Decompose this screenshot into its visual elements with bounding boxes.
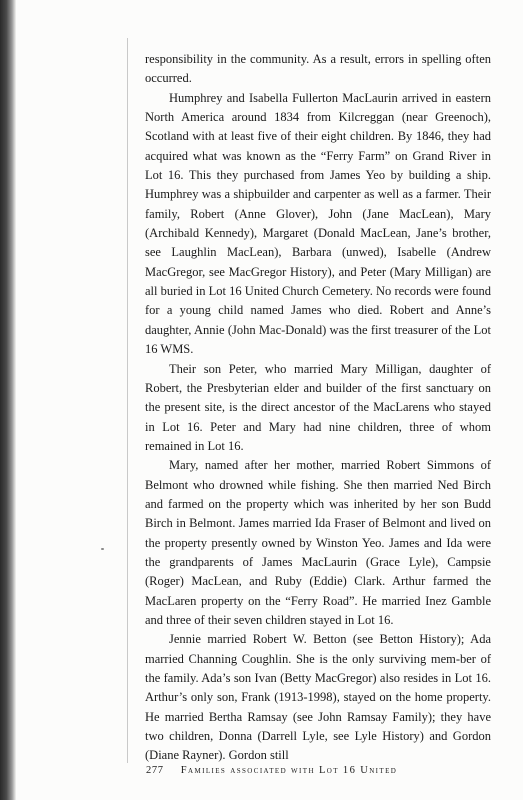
paragraph-peter: Their son Peter, who married Mary Milligan, daughter of Robert, the Presbyterian elder and builder of the first sanctuary on the present site, is the direct ancestor of the MacLarens who stayed in Lot 16. Peter and Mary had nine children, three of whom remained in Lot 16. — [145, 361, 491, 453]
page-footer — [146, 765, 397, 776]
scan-speck — [101, 548, 104, 550]
paragraph-continued: responsibility in the community. As a result, errors in spelling often occurred. — [145, 52, 491, 86]
body-text — [145, 50, 491, 766]
paragraph-mary: Mary, named after her mother, married Robert Simmons of Belmont who drowned while fishing. She then married Ned Birch and farmed on the property which was inherited by her son Budd Birch in Belmont. James married Ida Fraser of Belmont and lived on the property presently owned by Winston Yeo. James and Ida were the grandparents of James MacLaurin (Grace Lyle), Campsie (Roger) MacLean, and Ruby (Eddie) Clark. Arthur farmed the MacLaren property on the “Ferry Road”. He married Inez Gamble and three of their seven children stayed in Lot 16. — [145, 458, 491, 627]
paragraph-humphrey-isabella: Humphrey and Isabella Fullerton MacLaurin arrived in eastern North America around 1834 from Kilcreggan (near Greenoch), Scotland with at least five of their eight children. By 1846, they had acquired what was known as the “Ferry Farm” on Grand River in Lot 16. This they purchased from James Yeo by building a ship. Humphrey was a shipbuilder and carpenter as well as a farmer. Their family, Robert (Anne Glover), John (Jane MacLean), Mary (Archibald Kennedy), Margaret (Donald MacLean, Jane’s brother, see Laughlin MacLean), Barbara (unwed), Isabelle (Andrew MacGregor, see MacGregor History), and Peter (Mary Milligan) are all buried in Lot 16 United Church Cemetery. No records were found for a young child named James who died. Robert and Anne’s daughter, Annie (John Mac-Donald) was the first treasurer of the Lot 16 WMS. — [145, 90, 491, 357]
running-title: Families associated with Lot 16 United — [180, 765, 398, 776]
page-number: 277 — [146, 765, 164, 776]
paragraph-jennie: Jennie married Robert W. Betton (see Betton History); Ada married Channing Coughlin. She is the only surviving mem-ber of the family. Ada’s son Ivan (Betty MacGregor) also resides in Lot 16. Arthur’s only son, Frank (1913-1998), stayed on the home property. He married Bertha Ramsay (see John Ramsay Family); they have two children, Donna (Darrell Lyle, see Lyle History) and Gordon (Diane Rayner). Gordon still — [145, 632, 491, 763]
margin-rule — [127, 38, 128, 763]
book-gutter-shadow — [0, 0, 16, 800]
